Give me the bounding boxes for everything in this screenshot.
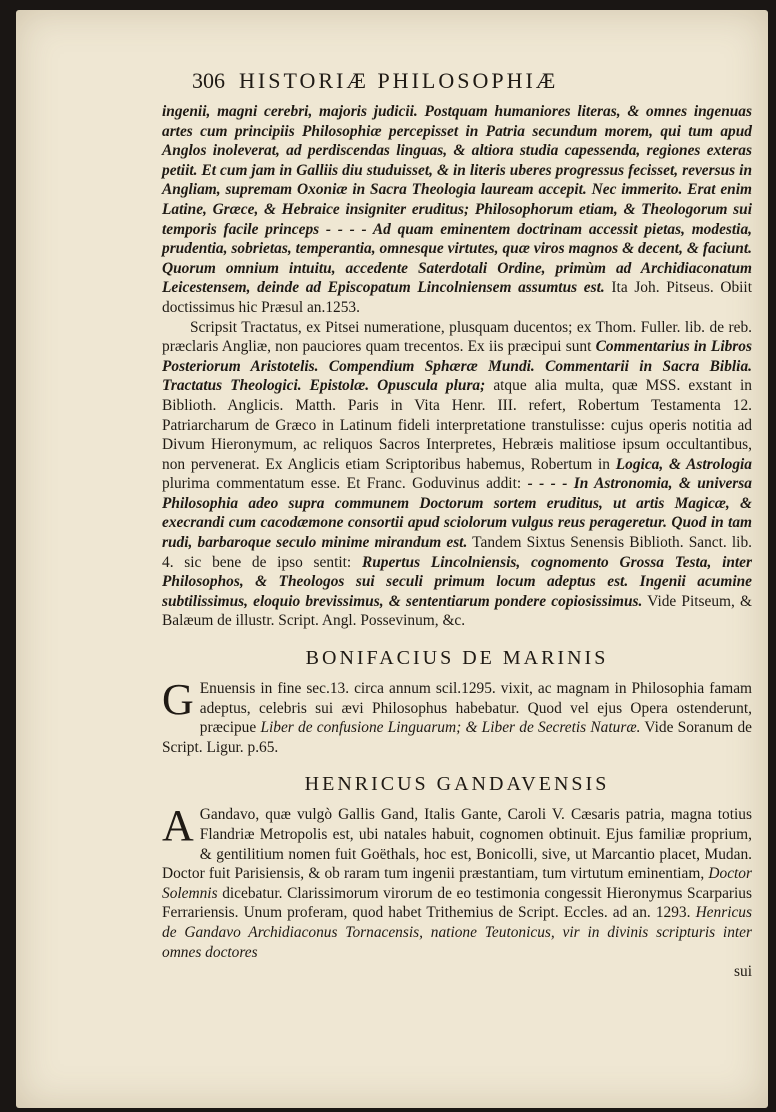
text-run: Tandem Sixtus Senensis Biblioth. Sanct. lib. 4. sic bene de ipso sentit: — [162, 534, 752, 571]
section-title-henricus: HENRICUS GANDAVENSIS — [304, 773, 610, 796]
text-run: Ita Joh. Pitseus. Obiit doctissimus hic Præsul an.1253. — [162, 279, 752, 316]
italic-subjects: Logica, & Astrologia — [615, 455, 752, 473]
text-run: Gandavo, quæ vulgò Gallis Gand, Italis Gante, Caroli V. Cæsaris patria, magna totius Flandriæ Metropolis est, ubi natales habuit, cognomen obtinuit. Ejus familiæ proprium, & gentilitium nomen fuit Goëthals, hoc est, Bonicolli, sive, ut Marcantio placet, Mudan. Doctor fuit Parisiensis, & ob raram tum ingenii præstantiam, tum virtutum eminentiam, — [162, 806, 752, 883]
italic-quote: ingenii, magni cerebri, majoris judicii. Postquam humaniores literas, & omnes ingenuas artes cum principiis Philosophiæ percepisset in Patria secundum morem, qui tum apud Anglos inoleverat, ad perdiscendas linguas, & altiora studia capessenda, regiones exteras petiit. Et cum jam in Galliis diu studuisset, & in literis uberes progressus fecisset, reversus in Angliam, supremam Oxoniæ in Sacra Theologia lauream accepit. Nec immerito. Erat enim Latine, Græce, & Hebraice insigniter eruditus; Philosophorum etiam, & Theologorum sui temporis facile princeps - - - - Ad quam eminentem doctrinam accessit pietas, modestia, prudentia, sobrietas, temperantia, omnesque virtutes, quæ viros magnos & decent, & faciunt. Quorum omnium intuitu, accedente Saterdotali Ordine, primùm ad Archidiaconatum Leicestensem, deinde ad Episcopatum Lincolniensem assumtus est. — [162, 103, 752, 297]
text-run: Vide Pitseum, & Balæum de illustr. Script. Angl. Possevinum, &c. — [162, 592, 752, 630]
italic-title: Doctor Solemnis — [162, 865, 752, 902]
italic-quote: Rupertus Lincolniensis, cognomento Grossa Testa, inter Philosophos, & Theologos sui seculi primum locum adeptus est. Ingenii acumine subtilissimus, eloquio brevissimus, & sententiarum pondere copiosissimus. — [162, 553, 752, 610]
italic-works: Liber de confusione Linguarum; & Liber de Secretis Naturæ. — [260, 719, 641, 737]
drop-cap: A — [162, 801, 194, 851]
running-head: HISTORIÆ PHILOSOPHIÆ — [239, 68, 559, 93]
text-run: dicebatur. Clarissimorum virorum de eo testimonia congessit Hieronymus Scarparius Ferrariensis. Unum proferam, quod habet Trithemius de Script. Eccles. ad an. 1293. — [162, 884, 752, 922]
catchword: sui — [734, 963, 752, 981]
text-run: Scripsit Tractatus, ex Pitsei numeratione, plusquam ducentos; ex Thom. Fuller. lib. de reb. præclaris Angliæ, non pauciores quam trecentos. Ex iis præcipui sunt — [162, 318, 752, 356]
italic-quote: - - - - In Astronomia, & universa Philosophia adeo supra communem Doctorum sortem eruditus, ut artis Magicæ, & execrandi cum cacodæmone consortii apud sciolorum vulgus reus perageretur. Quod in tam rudi, barbaroque seculo minime mirandum est. — [162, 475, 752, 552]
page-header — [162, 68, 752, 102]
paragraph-bonifacius — [162, 675, 752, 757]
text-run: Vide Soranum de Script. Ligur. p.65. — [162, 719, 752, 756]
text-run: atque alia multa, quæ MSS. exstant in Biblioth. Anglicis. Matth. Paris in Vita Henr. III. refert, Robertum Testamenta 12. Patriarcharum de Græco in Latinum fideli interpretatione transtulisse: cujus operis notitia ad Divum Hieronymum, ac reliquos Sacros Interpretes, Hebræis malitiose ipsum occultantibus, non pervenerat. Ex Anglicis etiam Scriptoribus habemus, Robertum in — [162, 377, 752, 473]
italic-works: Commentarius in Libros Posteriorum Aristotelis. Compendium Sphæræ Mundi. Commentarii in Sacra Biblia. Tractatus Theologici. Epistolæ. Opuscula plura; — [162, 338, 752, 395]
text-run: plurima commentatum esse. Et Franc. Goduvinus addit: — [162, 475, 522, 493]
text-run: Enuensis in fine sec.13. circa annum scil.1295. vixit, ac magnam in Philosophia famam adeptus, celebris sui ævi Philosophus habebatur. Quod vel ejus Opera ostenderunt, præcipue — [199, 680, 752, 737]
text-block — [162, 68, 752, 982]
book-page — [16, 10, 768, 1108]
paragraph-henricus — [162, 801, 752, 962]
italic-quote: Henricus de Gandavo Archidiaconus Tornacensis, natione Teutonicus, vir in divinis scripturis inter omnes doctores — [162, 904, 752, 961]
paragraph-grosseteste-works — [162, 318, 752, 632]
page-number: 306 — [192, 68, 225, 93]
drop-cap: G — [162, 675, 194, 725]
paragraph-grosseteste-bio — [162, 102, 752, 318]
section-title-bonifacius: BONIFACIUS DE MARINIS — [305, 647, 609, 670]
